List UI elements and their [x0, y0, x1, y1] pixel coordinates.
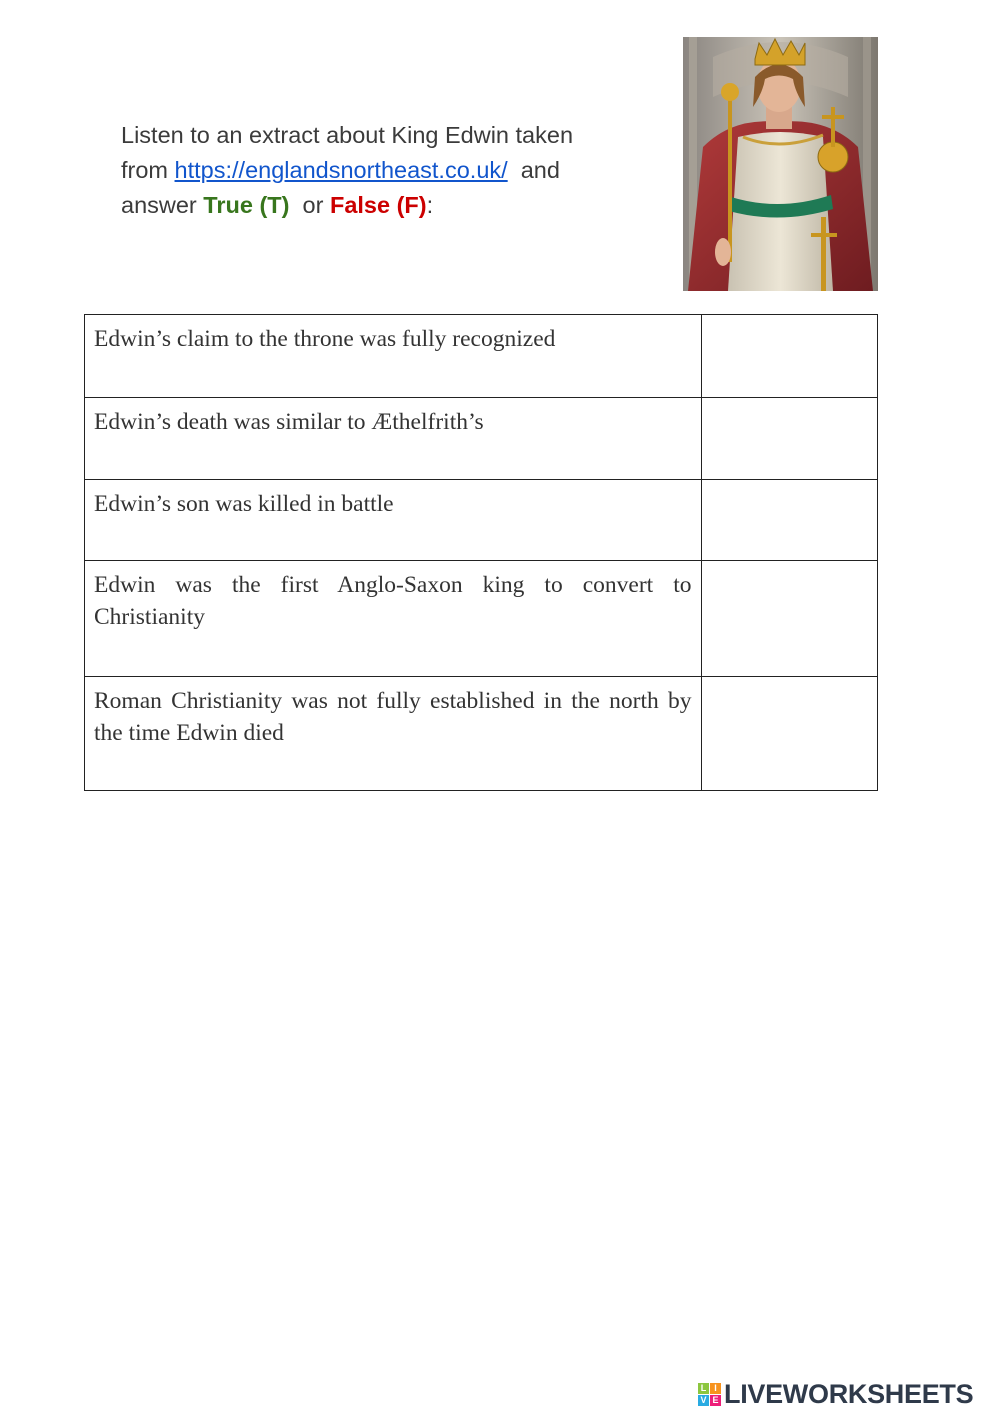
liveworksheets-logo-text: LIVEWORKSHEETS: [724, 1378, 974, 1409]
statement-text: Roman Christianity was not fully established in the north by the time Edwin died: [85, 677, 702, 791]
colon: :: [426, 192, 434, 218]
and-word: and: [520, 157, 560, 183]
statement-text: Edwin was the first Anglo-Saxon king to convert to Christianity: [85, 561, 702, 677]
true-false-table: [84, 314, 878, 791]
true-label: True (T): [203, 192, 290, 218]
source-link[interactable]: https://englandsnortheast.co.uk/: [174, 157, 508, 183]
answer-word: answer: [121, 192, 197, 218]
table-row: [85, 315, 878, 398]
table-row: [85, 398, 878, 480]
liveworksheets-logo: [698, 1376, 973, 1412]
statement-text: Edwin’s claim to the throne was fully recognized: [85, 315, 702, 398]
instructions-line1: Listen to an extract about King Edwin taken: [121, 122, 574, 148]
statement-text: Edwin’s son was killed in battle: [85, 480, 702, 561]
false-label: False (F): [329, 192, 427, 218]
statement-text: Edwin’s death was similar to Æthelfrith’s: [85, 398, 702, 480]
table-row: [85, 677, 878, 791]
answer-cell[interactable]: [701, 677, 878, 791]
table-row: [85, 480, 878, 561]
answer-cell[interactable]: [701, 480, 878, 561]
king-edwin-statue-image: [683, 37, 878, 291]
or-word: or: [302, 192, 324, 218]
answer-cell[interactable]: [701, 398, 878, 480]
liveworksheets-logo-icon: L I V E: [698, 1383, 721, 1406]
instructions: [121, 118, 661, 223]
from-word: from: [121, 157, 168, 183]
answer-cell[interactable]: [701, 315, 878, 398]
answer-cell[interactable]: [701, 561, 878, 677]
table-row: [85, 561, 878, 677]
